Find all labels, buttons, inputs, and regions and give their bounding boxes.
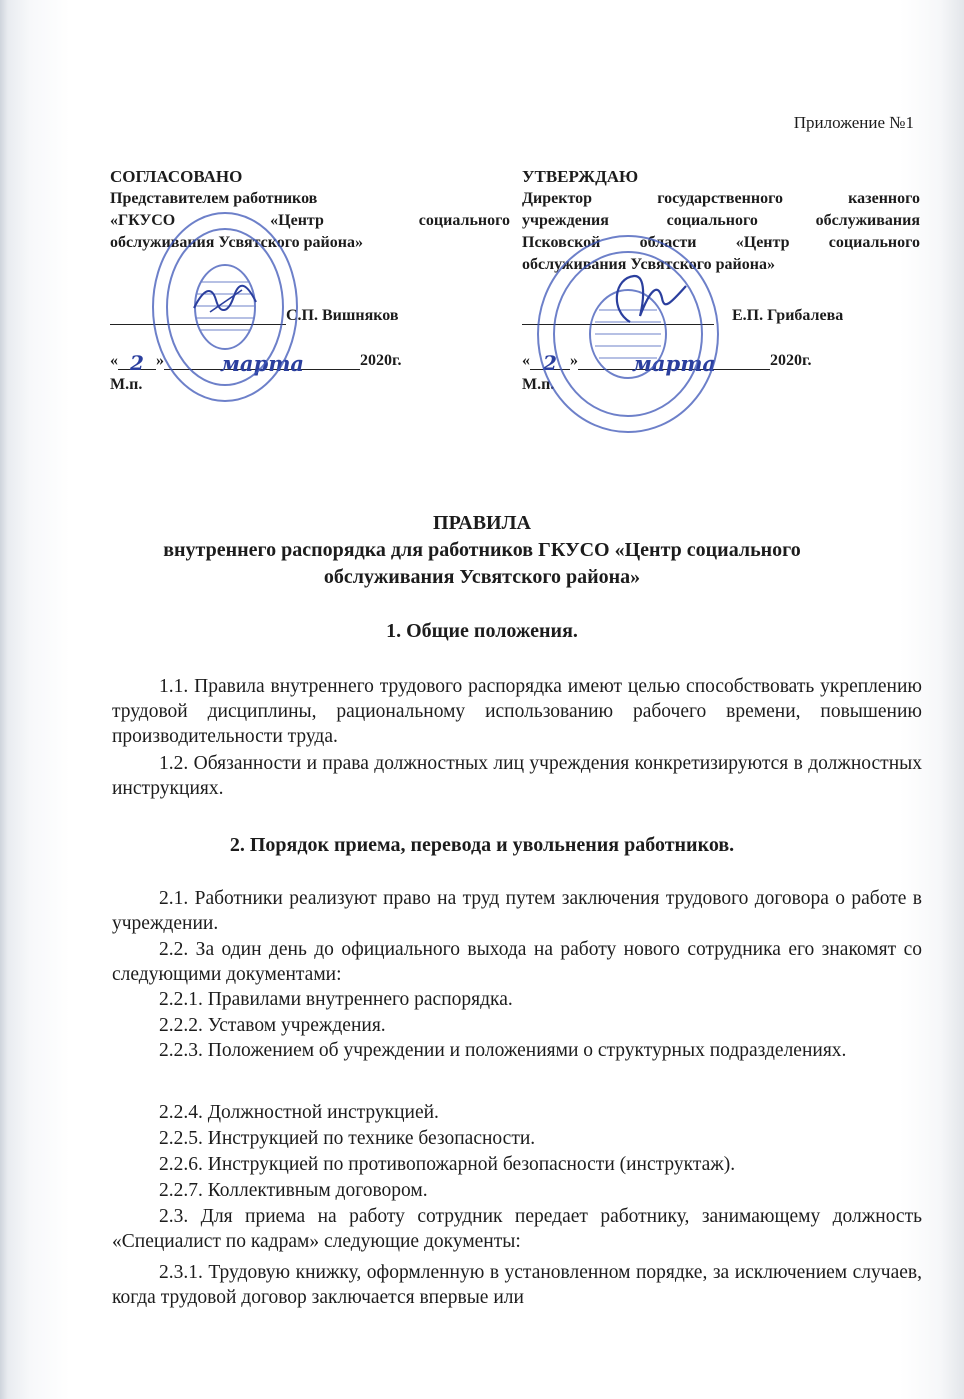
paragraph-2-2: 2.2. За один день до официального выхода на работу нового сотрудника его знакомят со следующими документами: (112, 939, 922, 985)
list-item-2-2-4: 2.2.4. Должностной инструкцией. (159, 1102, 439, 1123)
list-item-2-2-7: 2.2.7. Коллективным договором. (159, 1180, 428, 1201)
agreed-date-day: 2 (118, 351, 156, 370)
agreed-date-close: » (156, 352, 164, 369)
approved-line-3: Псковской области «Центр социального (522, 234, 920, 251)
paragraph-2-3: 2.3. Для приема на работу сотрудник передает работнику, занимающему должность «Специалист по кадрам» следующие документы: (112, 1206, 922, 1252)
approved-line-1: Директор государственного казенного (522, 190, 920, 207)
approved-signer-name: Е.П. Грибалева (732, 307, 844, 324)
list-item-2-2-6: 2.2.6. Инструкцией по противопожарной безопасности (инструктаж). (159, 1154, 736, 1175)
paragraph-1-2: 1.2. Обязанности и права должностных лиц учреждения конкретизируются в должностных инструкциях. (112, 753, 922, 799)
approved-date-year: 2020г. (770, 352, 812, 369)
approved-date-open: « (522, 352, 530, 369)
approved-heading: УТВЕРЖДАЮ (522, 167, 639, 186)
section-1-title: 1. Общие положения. (386, 620, 578, 642)
left-handwritten-signature-icon (190, 282, 260, 317)
agreed-date-open: « (110, 352, 118, 369)
approved-date-close: » (570, 352, 578, 369)
appendix-label: Приложение №1 (793, 113, 914, 132)
approved-line-2: учреждения социального обслуживания (522, 212, 920, 229)
document-title (100, 510, 864, 591)
agreed-date-month: марта (164, 351, 360, 370)
paragraph-2-1: 2.1. Работники реализуют право на труд путем заключения трудового договора о работе в учреждении. (112, 888, 922, 934)
agreed-line-3: обслуживания Усвятского района» (110, 234, 363, 251)
document-subtitle-line-2: обслуживания Усвятского района» (323, 566, 641, 588)
paragraph-1-1: 1.1. Правила внутреннего трудового распорядка имеют целью способствовать укреплению трудовой дисциплины, рациональному использованию рабочего времени, повышению производительности труда. (112, 676, 922, 747)
list-item-2-2-5: 2.2.5. Инструкцией по технике безопасности. (159, 1128, 536, 1149)
document-title-word: ПРАВИЛА (433, 512, 531, 534)
agreed-line-1: Представителем работников (110, 190, 318, 207)
agreed-heading: СОГЛАСОВАНО (110, 167, 243, 186)
list-item-2-2-2: 2.2.2. Уставом учреждения. (159, 1015, 386, 1036)
agreed-date-year: 2020г. (360, 352, 402, 369)
paragraph-2-3-1: 2.3.1. Трудовую книжку, оформленную в установленном порядке, за исключением случаев, когда трудовой договор заключается впервые или (112, 1262, 922, 1308)
right-handwritten-signature-icon (600, 270, 690, 330)
right-round-seal-icon (533, 232, 723, 437)
approved-date-month: марта (578, 351, 770, 370)
section-2-title: 2. Порядок приема, перевода и увольнения работников. (229, 834, 735, 856)
paragraph-2-2-3: 2.2.3. Положением об учреждении и положениями о структурных подразделениях. (159, 1040, 847, 1061)
list-item-2-2-1: 2.2.1. Правилами внутреннего распорядка. (159, 989, 513, 1010)
agreed-line-2: «ГКУСО «Центр социального (110, 212, 510, 229)
agreed-seal-label: М.п. (110, 376, 143, 393)
approved-line-4: обслуживания Усвятского района» (522, 256, 775, 273)
document-subtitle-line-1: внутреннего распорядка для работников ГКУСО «Центр социального (163, 539, 801, 561)
approved-seal-label: М.п. (522, 376, 555, 393)
agreed-signer-name: С.П. Вишняков (286, 307, 399, 324)
approved-date-day: 2 (530, 351, 570, 370)
